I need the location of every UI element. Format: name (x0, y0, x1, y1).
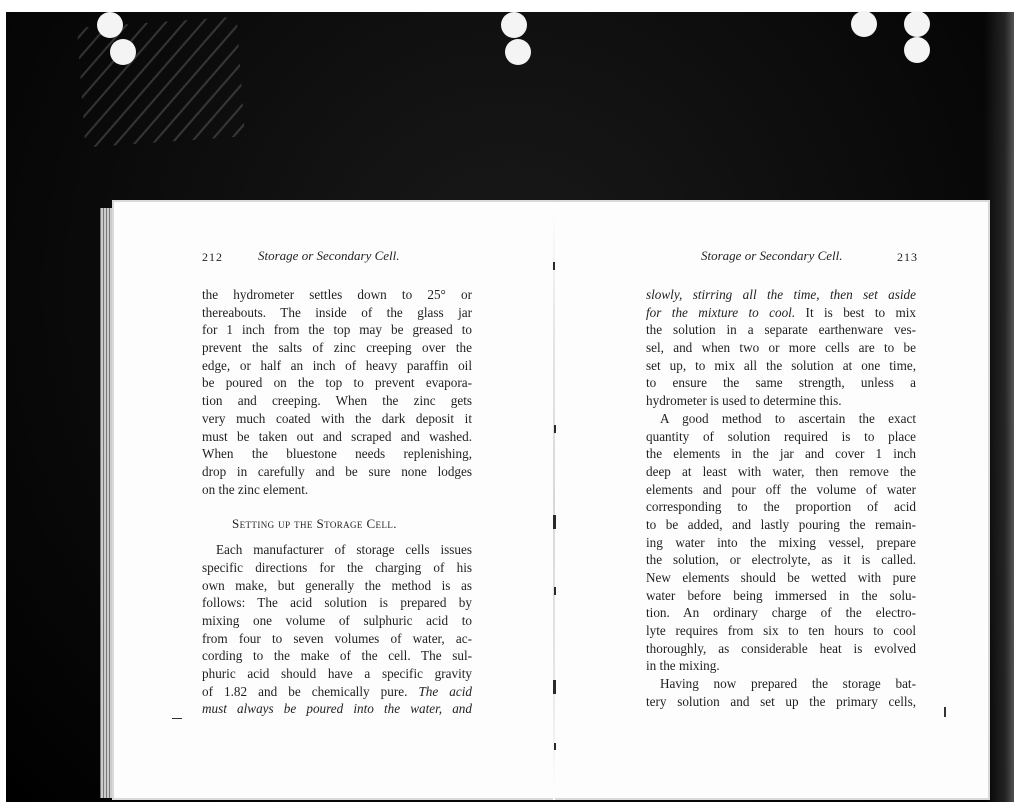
text-line (202, 683, 472, 701)
text-line: from four to seven volumes of water, ac- (202, 630, 472, 646)
text-line: must be taken out and scraped and washed. (202, 428, 472, 444)
text-line: very much coated with the dark deposit it (202, 410, 472, 426)
text-line: to ensure the same strength, unless a (646, 375, 916, 391)
running-title: Storage or Secondary Cell. (258, 248, 400, 263)
text-line: tery solution and set up the primary cells, (646, 693, 916, 709)
text-line (646, 304, 916, 322)
italic-text-run: for the mixture to cool. (646, 304, 796, 320)
text-line: When the bluestone needs replenishing, (202, 446, 472, 462)
text-line: thoroughly, as considerable heat is evolved (646, 640, 916, 656)
punch-hole (851, 11, 877, 37)
text-line: elements and pour off the volume of water (646, 481, 916, 497)
text-line: on the zinc element. (202, 481, 309, 497)
text-line: follows: The acid solution is prepared by (202, 595, 472, 611)
text-line: the solution in a separate earthenware ves- (646, 322, 916, 338)
right-page (646, 248, 916, 711)
page-number: 212 (202, 250, 223, 264)
text-line: Having now prepared the storage bat- (660, 676, 916, 692)
text-line: Each manufacturer of storage cells issues (216, 542, 472, 558)
left-page (202, 248, 472, 718)
text-line: sel, and when two or more cells are to be (646, 340, 916, 356)
spine-mark (554, 425, 556, 433)
stray-mark (944, 707, 946, 717)
text-line: cording to the make of the cell. The sul- (202, 648, 472, 664)
text-line: tion. An ordinary charge of the electro- (646, 605, 916, 621)
page-number: 213 (897, 250, 918, 264)
spine-mark (553, 262, 555, 270)
text-line: edge, or half an inch of heavy paraffin oil (202, 357, 472, 373)
left-running-head (202, 248, 472, 268)
text-line: for 1 inch from the top may be greased to (202, 322, 472, 338)
text-line: the hydrometer settles down to 25° or (202, 287, 472, 302)
spine-mark (554, 743, 556, 750)
text-run: of 1.82 and be chemically pure. (202, 683, 408, 699)
text-line: deep at least with water, then remove the (646, 463, 916, 479)
text-line: water before being immersed in the solu- (646, 587, 916, 603)
text-line: ing water into the mixing vessel, prepare (646, 534, 916, 550)
right-body-text (646, 286, 916, 711)
spine-mark (553, 680, 556, 694)
text-run: It is best to mix (805, 304, 916, 320)
punch-hole (904, 37, 930, 63)
text-line: the solution, or electrolyte, as it is called. (646, 552, 916, 568)
text-line: quantity of solution required is to place (646, 428, 916, 444)
stray-mark (172, 718, 182, 719)
text-line: phuric acid should have a specific gravity (202, 666, 472, 682)
text-line: slowly, stirring all the time, then set aside (646, 287, 916, 302)
punch-hole (904, 11, 930, 37)
spine-mark (554, 587, 556, 595)
text-line: thereabouts. The inside of the glass jar (202, 304, 472, 320)
text-line: own make, but generally the method is as (202, 577, 472, 593)
text-line: drop in carefully and be sure none lodges (202, 463, 472, 479)
punch-hole (97, 12, 123, 38)
text-line: set up, to mix all the solution at one time, (646, 357, 916, 373)
text-line: lyte requires from six to ten hours to cool (646, 623, 916, 639)
text-line: be poured on the top to prevent evapora- (202, 375, 472, 391)
running-title: Storage or Secondary Cell. (701, 248, 843, 263)
italic-text-run: The acid (418, 683, 472, 699)
punch-hole (501, 12, 527, 38)
left-body-text (202, 286, 472, 718)
punch-hole (505, 39, 531, 65)
text-line: prevent the salts of zinc creeping over the (202, 340, 472, 356)
right-running-head (646, 248, 916, 268)
text-line: hydrometer is used to determine this. (646, 393, 842, 409)
text-line: mixing one volume of sulphuric acid to (202, 613, 472, 628)
text-line: must always be poured into the water, and (202, 701, 472, 717)
book-spine (553, 204, 555, 800)
text-line: New elements should be wetted with pure (646, 570, 916, 585)
text-line: tion and creeping. When the zinc gets (202, 393, 472, 409)
light-streak (77, 17, 245, 148)
punch-hole (110, 39, 136, 65)
text-line: A good method to ascertain the exact (660, 410, 916, 426)
text-line: to be added, and lastly pouring the remain- (646, 516, 916, 532)
text-line: in the mixing. (646, 658, 720, 674)
spine-mark (553, 515, 556, 529)
text-line: specific directions for the charging of his (202, 559, 472, 575)
text-line: corresponding to the proportion of acid (646, 499, 916, 515)
section-heading: Setting up the Storage Cell. (232, 516, 397, 532)
text-line: the elements in the jar and cover 1 inch (646, 446, 916, 462)
